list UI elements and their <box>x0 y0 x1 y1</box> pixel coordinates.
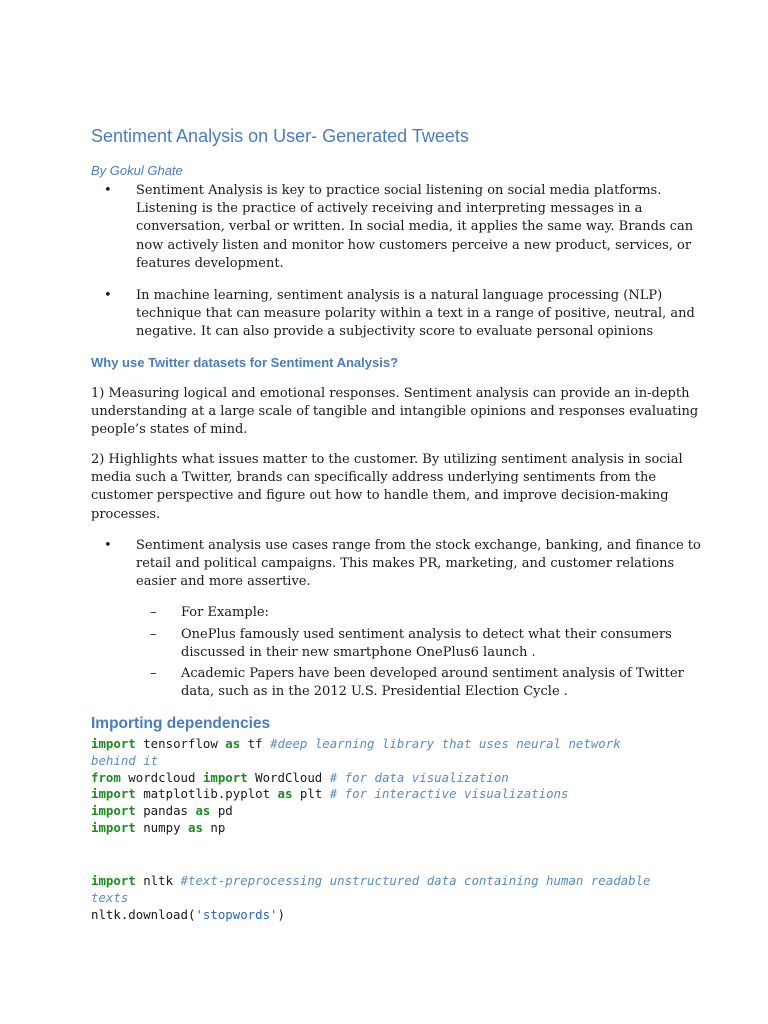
dash-marker: – <box>150 666 157 681</box>
text-line: 2) Highlights what issues matter to the customer. By utilizing sentiment analysis in social <box>91 452 683 467</box>
code-block-nltk <box>91 873 651 923</box>
code-text: tensorflow <box>135 736 226 751</box>
why-twitter-heading: Why use Twitter datasets for Sentiment Analysis? <box>91 355 399 370</box>
code-comment: #text-preprocessing unstructured data containing human readable <box>180 873 651 888</box>
code-line <box>91 786 621 803</box>
code-text: nltk <box>135 873 181 888</box>
text-line: Academic Papers have been developed around sentiment analysis of Twitter <box>181 666 684 681</box>
code-text: np <box>202 819 226 835</box>
keyword: as <box>277 786 293 802</box>
keyword: import <box>91 736 136 751</box>
keyword: import <box>91 786 136 802</box>
use-case-bullet <box>136 537 701 592</box>
text-line: features development. <box>136 255 284 271</box>
code-comment: # for interactive visualizations <box>329 786 569 802</box>
code-comment: texts <box>91 889 129 905</box>
text-line: For Example: <box>181 605 269 620</box>
code-text: tf <box>240 736 271 751</box>
code-text: ) <box>277 906 285 922</box>
text-line: conversation, verbal or written. In social media, it applies the same way. Brands can <box>136 219 694 235</box>
code-text: wordcloud <box>120 769 203 785</box>
reason-paragraph-2 <box>91 451 683 524</box>
text-line: discussed in their new smartphone OnePlus6 launch . <box>181 645 536 661</box>
text-line: easier and more assertive. <box>136 574 311 590</box>
code-block-imports <box>91 736 621 837</box>
code-text: pandas <box>135 803 196 819</box>
code-text: matplotlib.pyplot <box>135 786 278 802</box>
code-text: numpy <box>135 819 188 835</box>
text-line: customer perspective and figure out how to handle them, and improve decision-making <box>91 488 669 504</box>
text-line: now actively listen and monitor how customers perceive a new product, services, or <box>136 237 692 253</box>
code-line <box>91 820 621 837</box>
text-line: understanding at a large scale of tangible and intangible opinions and responses evaluating <box>91 404 699 420</box>
bullet-marker: • <box>104 183 112 198</box>
keyword: as <box>225 736 241 751</box>
code-line <box>91 907 651 924</box>
code-text: WordCloud <box>247 769 330 785</box>
sub-item-academic <box>181 665 684 701</box>
text-line: In machine learning, sentiment analysis is a natural language processing (NLP) <box>136 288 663 303</box>
code-text: plt <box>292 786 330 802</box>
code-line <box>91 803 621 820</box>
code-line <box>91 753 621 770</box>
text-line: Listening is the practice of actively receiving and interpreting messages in a <box>136 201 643 217</box>
text-line: OnePlus famously used sentiment analysis to detect what their consumers <box>181 627 672 642</box>
intro-bullet-2 <box>136 287 695 342</box>
sub-item-example <box>181 604 269 622</box>
text-line: negative. It can also provide a subjectivity score to evaluate personal opinions <box>136 324 654 340</box>
code-text: nltk.download( <box>91 906 196 922</box>
keyword: import <box>91 819 136 835</box>
text-line: technique that can measure polarity within a text in a range of positive, neutral, and <box>136 306 695 322</box>
bullet-marker: • <box>104 288 112 303</box>
text-line: 1) Measuring logical and emotional responses. Sentiment analysis can provide an in-depth <box>91 386 690 401</box>
code-text: pd <box>210 803 233 819</box>
text-line: processes. <box>91 506 161 522</box>
keyword: import <box>91 803 136 819</box>
author-byline: By Gokul Ghate <box>91 163 183 178</box>
sub-item-oneplus <box>181 626 672 662</box>
bullet-marker: • <box>104 538 112 553</box>
dash-marker: – <box>150 605 157 620</box>
code-comment: #deep learning library that uses neural network <box>270 736 621 751</box>
code-line <box>91 736 621 753</box>
code-line <box>91 770 621 787</box>
importing-dependencies-heading: Importing dependencies <box>91 715 271 732</box>
code-line <box>91 873 651 890</box>
keyword: import <box>91 873 136 888</box>
reason-paragraph-1 <box>91 385 698 440</box>
keyword: as <box>195 803 211 819</box>
keyword: as <box>187 819 203 835</box>
code-string: 'stopwords' <box>195 906 278 922</box>
text-line: people’s states of mind. <box>91 422 248 438</box>
text-line: Sentiment analysis use cases range from the stock exchange, banking, and finance to <box>136 538 701 553</box>
document-title: Sentiment Analysis on User- Generated Tweets <box>91 126 469 146</box>
text-line: media such a Twitter, brands can specifically address underlying sentiments from the <box>91 470 657 486</box>
code-comment: behind it <box>91 752 159 768</box>
text-line: Sentiment Analysis is key to practice social listening on social media platforms. <box>136 183 662 198</box>
keyword: import <box>202 769 248 785</box>
intro-bullet-1 <box>136 182 693 273</box>
text-line: retail and political campaigns. This makes PR, marketing, and customer relations <box>136 556 675 572</box>
code-comment: # for data visualization <box>329 769 509 785</box>
dash-marker: – <box>150 627 157 642</box>
text-line: data, such as in the 2012 U.S. Presidential Election Cycle . <box>181 684 568 700</box>
code-line <box>91 890 651 907</box>
keyword: from <box>91 769 121 785</box>
